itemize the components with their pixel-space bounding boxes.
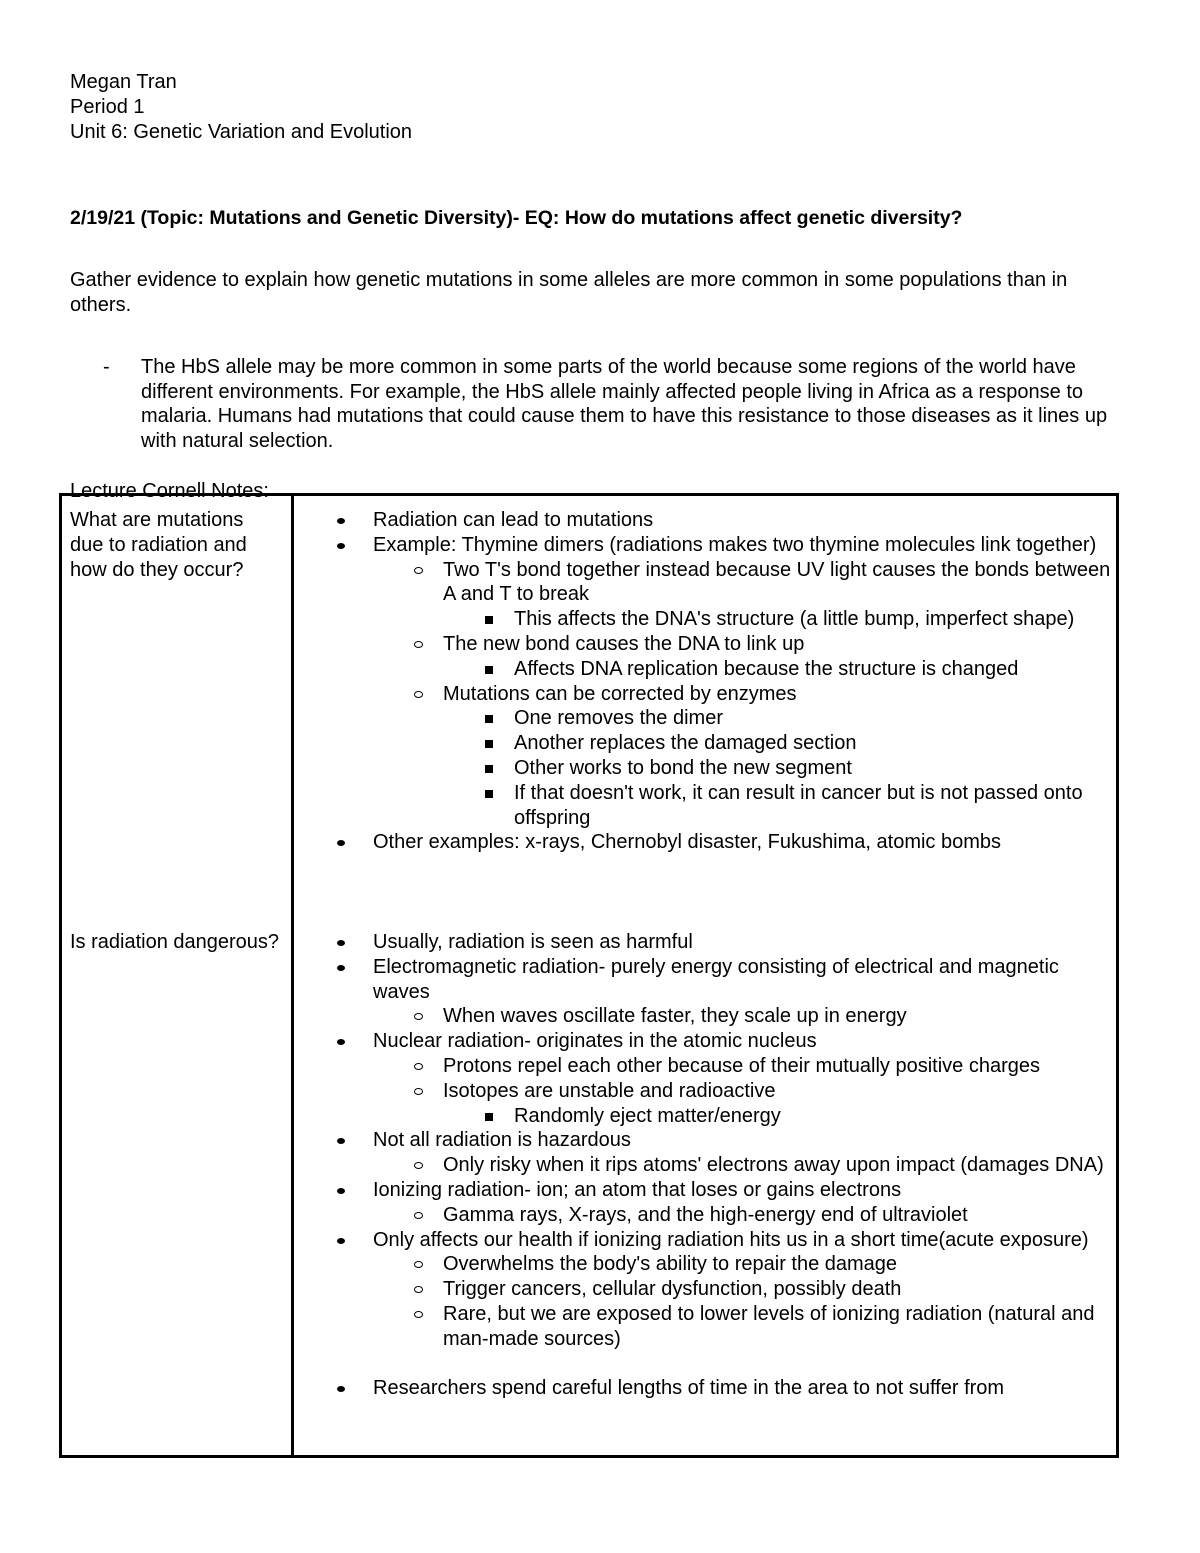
bullet-dot-icon — [337, 840, 345, 846]
cue-question: Is radiation dangerous? — [70, 931, 280, 953]
notes-column — [294, 496, 1116, 1455]
cornell-notes-table — [59, 493, 1119, 1458]
bullet-circle-icon — [414, 691, 423, 698]
bullet-dot-icon — [337, 1386, 345, 1392]
list-item: The new bond causes the DNA to link up Affects DNA replication because the structure is changed — [372, 632, 1114, 682]
list-item: Trigger cancers, cellular dysfunction, possibly death — [372, 1277, 1114, 1302]
bullet-circle-icon — [414, 1212, 423, 1219]
list-item: Two T's bond together instead because UV light causes the bonds between A and T to break This affects the DNA's structure (a little bump, imperfect shape) — [372, 558, 1114, 632]
bullet-square-icon — [485, 616, 493, 624]
bullet-circle-icon — [414, 1162, 423, 1169]
bullet-dot-icon — [337, 518, 345, 524]
dash-bullet: - — [103, 355, 110, 378]
answer-text: The HbS allele may be more common in some parts of the world because some regions of the world have different environments. For example, the HbS allele mainly affected people living in Africa as a response to malaria. Humans had mutations that could cause them to have this resistance to those diseases as it lines up with natural selection. — [141, 355, 1108, 453]
list-item: Other works to bond the new segment — [443, 756, 1114, 781]
bullet-circle-icon — [414, 641, 423, 648]
bullet-square-icon — [485, 790, 493, 798]
class-period: Period 1 — [70, 95, 145, 118]
unit-title: Unit 6: Genetic Variation and Evolution — [70, 120, 413, 143]
bullet-circle-icon — [414, 567, 423, 574]
list-item: Randomly eject matter/energy — [443, 1104, 1114, 1129]
list-item: Another replaces the damaged section — [443, 731, 1114, 756]
list-item: Only affects our health if ionizing radiation hits us in a short time(acute exposure) Overwhelms the body's ability to repair the damage Trigger cancers, cellular dysfunction, possibly death Rare, but we are exposed to lower levels of ionizing radiation (natural and man-made sources) — [294, 1228, 1114, 1352]
list-item: When waves oscillate faster, they scale up in energy — [372, 1004, 1114, 1029]
list-item: One removes the dimer — [443, 706, 1114, 731]
answer-item — [70, 355, 1121, 454]
bullet-dot-icon — [337, 1188, 345, 1194]
document-page — [70, 70, 1130, 504]
list-item: This affects the DNA's structure (a little bump, imperfect shape) — [443, 607, 1114, 632]
list-item: Electromagnetic radiation- purely energy consisting of electrical and magnetic waves When waves oscillate faster, they scale up in energy — [294, 955, 1114, 1029]
bullet-dot-icon — [337, 1138, 345, 1144]
notes-group-mutations — [294, 508, 1114, 855]
bullet-square-icon — [485, 666, 493, 674]
bullet-circle-icon — [414, 1261, 423, 1268]
bullet-dot-icon — [337, 1238, 345, 1244]
list-item: Rare, but we are exposed to lower levels of ionizing radiation (natural and man-made sources) — [372, 1302, 1114, 1352]
bullet-dot-icon — [337, 965, 345, 971]
bullet-circle-icon — [414, 1286, 423, 1293]
bullet-circle-icon — [414, 1311, 423, 1318]
blank-line — [294, 1352, 1114, 1377]
bullet-circle-icon — [414, 1063, 423, 1070]
cue-column — [62, 496, 294, 1455]
list-item: Overwhelms the body's ability to repair the damage — [372, 1252, 1114, 1277]
list-item: Only risky when it rips atoms' electrons away upon impact (damages DNA) — [372, 1153, 1114, 1178]
bullet-square-icon — [485, 1113, 493, 1121]
bullet-dot-icon — [337, 940, 345, 946]
list-item: If that doesn't work, it can result in cancer but is not passed onto offspring — [443, 781, 1114, 831]
task-prompt: Gather evidence to explain how genetic mutations in some alleles are more common in some populations than in others. — [70, 269, 1068, 316]
bullet-circle-icon — [414, 1013, 423, 1020]
answer-list — [70, 355, 1130, 454]
cue-question: What are mutations due to radiation and how do they occur? — [70, 509, 247, 581]
list-item: Affects DNA replication because the structure is changed — [443, 657, 1114, 682]
list-item: Usually, radiation is seen as harmful — [294, 930, 1114, 955]
list-item: Isotopes are unstable and radioactive Randomly eject matter/energy — [372, 1079, 1114, 1129]
topic-heading: 2/19/21 (Topic: Mutations and Genetic Diversity)- EQ: How do mutations affect genetic diversity? — [70, 207, 963, 230]
bullet-dot-icon — [337, 543, 345, 549]
student-name: Megan Tran — [70, 71, 177, 93]
list-item: Gamma rays, X-rays, and the high-energy end of ultraviolet — [372, 1203, 1114, 1228]
list-item: Ionizing radiation- ion; an atom that loses or gains electrons Gamma rays, X-rays, and the high-energy end of ultraviolet — [294, 1178, 1114, 1228]
list-item: Not all radiation is hazardous Only risky when it rips atoms' electrons away upon impact (damages DNA) — [294, 1128, 1114, 1178]
list-item: Mutations can be corrected by enzymes One removes the dimer Another replaces the damaged section Other works to bond the new segment If that doesn't work, it can result in cancer but is not passed onto offspring — [372, 682, 1114, 831]
bullet-square-icon — [485, 740, 493, 748]
list-item: Radiation can lead to mutations — [294, 508, 1114, 533]
list-item: Other examples: x-rays, Chernobyl disaster, Fukushima, atomic bombs — [294, 830, 1114, 855]
list-item: Researchers spend careful lengths of time in the area to not suffer from — [294, 1376, 1114, 1401]
bullet-circle-icon — [414, 1088, 423, 1095]
bullet-dot-icon — [337, 1039, 345, 1045]
list-item: Nuclear radiation- originates in the atomic nucleus Protons repel each other because of their mutually positive charges Isotopes are unstable and radioactive Randomly eject matter/energy — [294, 1029, 1114, 1128]
bullet-square-icon — [485, 715, 493, 723]
list-item: Protons repel each other because of their mutually positive charges — [372, 1054, 1114, 1079]
list-item: Example: Thymine dimers (radiations makes two thymine molecules link together) Two T's bond together instead because UV light causes the bonds between A and T to break This affects the DNA's structure (a little bump, imperfect shape) The new bond causes the DNA to link up Affects DNA replication because the structure is changed Mutations can be corrected by enzymes One removes the dimer Another replaces the damaged section Other works to bond the new segment If that doesn't work, it can result in cancer but is not passed onto offspring — [294, 533, 1114, 831]
notes-group-radiation-danger — [294, 930, 1114, 1401]
cornell-notes-label: Lecture Cornell Notes: — [70, 479, 269, 502]
bullet-square-icon — [485, 765, 493, 773]
